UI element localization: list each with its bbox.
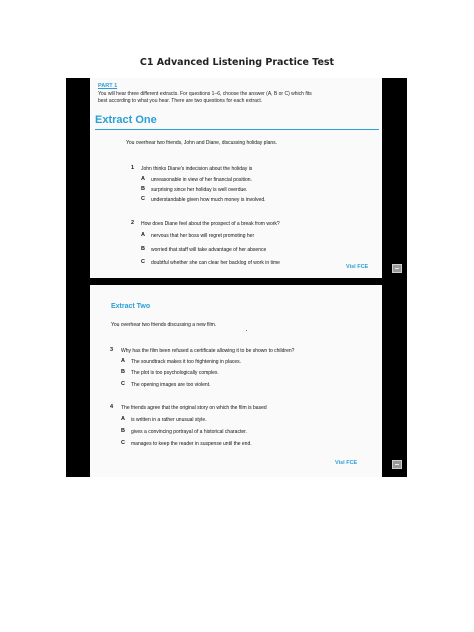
question-stem: How does Diane feel about the prospect of a break from work? [141, 221, 280, 227]
option-letter: C [121, 440, 125, 446]
exam-page-1 [90, 78, 382, 278]
question-stem: The friends agree that the original story on which the film is based [121, 405, 267, 411]
option-letter: A [121, 358, 125, 364]
heading-divider [95, 129, 379, 130]
instructions: You will hear three different extracts. For questions 1–6, choose the answer (A, B or C) which fits best according to what you hear. There are two questions for each extract. [98, 91, 312, 104]
question-number: 4 [110, 404, 114, 410]
extract-one-context: You overhear two friends, John and Diane, discussing holiday plans. [126, 140, 278, 146]
extract-two-heading: Extract Two [111, 303, 151, 310]
option-text: nervous that her boss will regret promoting her [151, 233, 255, 239]
page-scan-2 [66, 278, 407, 477]
option-text: surprising since her holiday is well overdue. [151, 187, 248, 193]
document-title: C1 Advanced Listening Practice Test [139, 57, 335, 68]
exam-page-2 [90, 285, 382, 477]
option-text: The soundtrack makes it too frightening in places. [131, 359, 242, 365]
option-text: doubtful whether she can clear her backlog of work in time [151, 260, 280, 266]
option-letter: A [121, 416, 125, 422]
option-text: The plot is too psychologically complex. [131, 370, 219, 376]
option-letter: C [121, 381, 125, 387]
option-text: is written in a rather unusual style. [131, 417, 207, 423]
brand-logo: Visl FCE [346, 264, 369, 270]
option-letter: B [121, 369, 125, 375]
option-text: worried that staff will take advantage of her absence [151, 247, 267, 253]
extract-two-context: You overhear two friends discussing a new film. [111, 322, 217, 328]
option-letter: B [141, 246, 145, 252]
minimize-icon[interactable] [392, 264, 402, 273]
minimize-icon[interactable] [392, 460, 402, 469]
option-letter: C [141, 259, 145, 265]
option-letter: B [141, 186, 145, 192]
option-text: understandable given how much money is involved. [151, 197, 266, 203]
option-letter: A [141, 232, 145, 238]
question-number: 3 [110, 347, 114, 353]
extract-one-heading: Extract One [95, 114, 157, 126]
page-scan-1 [66, 78, 407, 278]
question-number: 1 [131, 165, 135, 171]
option-letter: B [121, 428, 125, 434]
part-label: PART 1 [98, 83, 118, 89]
question-stem: Why has the film been refused a certificate allowing it to be shown to children? [121, 348, 295, 354]
question-stem: John thinks Diane's indecision about the holiday is [141, 166, 253, 172]
question-number: 2 [131, 220, 135, 226]
option-text: unreasonable in view of her financial position. [151, 177, 252, 183]
option-text: The opening images are too violent. [131, 382, 211, 388]
brand-logo: Visl FCE [335, 460, 358, 466]
option-text: manages to keep the reader in suspense until the end. [131, 441, 252, 447]
option-letter: A [141, 176, 145, 182]
option-letter: C [141, 196, 145, 202]
option-text: gives a convincing portrayal of a historical character. [131, 429, 247, 435]
scan-speck [246, 330, 247, 331]
